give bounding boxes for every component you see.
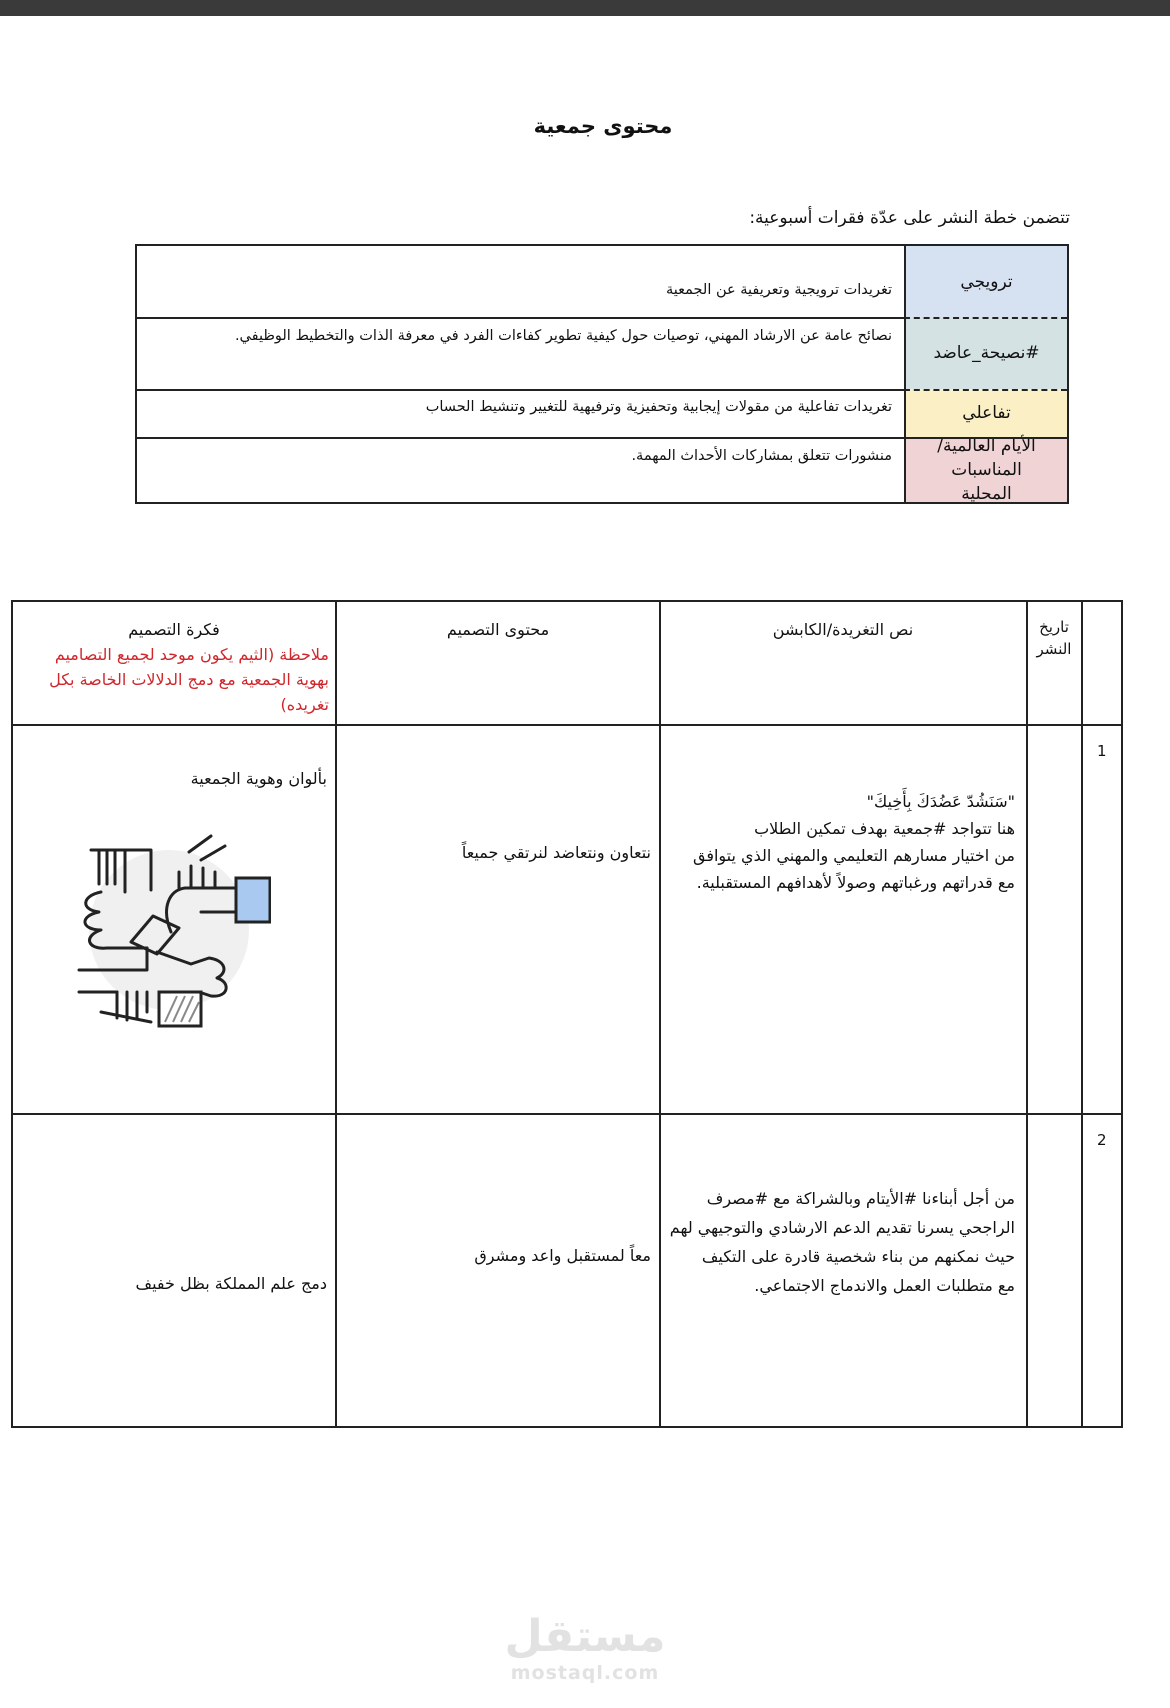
category-desc: تغريدات تفاعلية من مقولات إيجابية وتحفيزية وترفيهية للتغيير وتنشيط الحساب — [425, 399, 892, 415]
row-number: 1 — [1097, 742, 1107, 760]
row-number: 2 — [1097, 1131, 1107, 1149]
category-label: تفاعلي — [904, 389, 1067, 437]
category-row-occasions — [137, 437, 1067, 502]
category-label: #نصيحة_عاضد — [904, 317, 1067, 389]
design-note: ملاحظة (الثيم يكون موحد لجميع التصاميم بهوية الجمعية مع دمج الدلالات الخاصة بكل تغريده) — [49, 645, 329, 714]
category-desc: نصائح عامة عن الارشاد المهني، توصيات حول كيفية تطوير كفاءات الفرد في معرفة الذات والتخطيط الوظيفي. — [234, 328, 892, 344]
header-caption: نص التغريدة/الكابشن — [772, 620, 914, 639]
watermark-logo: مستقل mostaql.com — [504, 1611, 666, 1684]
plan-table — [11, 600, 1123, 1428]
joined-hands-icon — [61, 832, 271, 1032]
caption-text: "سَنَشُدّ عَضُدَكَ بِأَخِيكَ" هنا تتواجد #جمعية بهدف تمكين الطلاب من اختيار مسارهم التعليمي والمهني الذي يتوافق مع قدراتهم ورغباتهم وصولاً لأهدافهم المستقبلية. — [692, 792, 1015, 892]
category-label: الأيام العالمية/ المناسبات المحلية — [904, 437, 1067, 502]
header-design-content: محتوى التصميم — [446, 620, 550, 639]
category-desc: منشورات تتعلق بمشاركات الأحداث المهمة. — [631, 448, 892, 464]
intro-text: تتضمن خطة النشر على عدّة فقرات أسبوعية: — [749, 208, 1070, 228]
header-date: تاريخ النشر — [1036, 618, 1072, 658]
page-title: محتوى جمعية — [533, 114, 673, 138]
category-label: ترويجي — [904, 246, 1067, 317]
category-desc: تغريدات ترويجية وتعريفية عن الجمعية — [666, 282, 892, 298]
category-row-interactive — [137, 389, 1067, 437]
top-bar — [0, 0, 1170, 16]
header-design-idea: فكرة التصميم — [128, 620, 220, 639]
design-idea: دمج علم المملكة بظل خفيف — [135, 1274, 327, 1293]
design-content: معاً لمستقبل واعد ومشرق — [474, 1246, 651, 1265]
caption-text: من أجل أبناءنا #الأيتام وبالشراكة مع #مصرف الراجحي يسرنا تقديم الدعم الارشادي والتوجيهي لهم حيث نمكنهم من بناء شخصية قادرة على التكيف مع متطلبات العمل والاندماج الاجتماعي. — [669, 1189, 1015, 1295]
design-idea: بألوان وهوية الجمعية — [190, 769, 327, 788]
design-content: نتعاون ونتعاضد لنرتقي جميعاً — [461, 843, 651, 862]
category-row-advice — [137, 317, 1067, 389]
category-row-promo — [137, 246, 1067, 317]
categories-table — [135, 244, 1069, 504]
